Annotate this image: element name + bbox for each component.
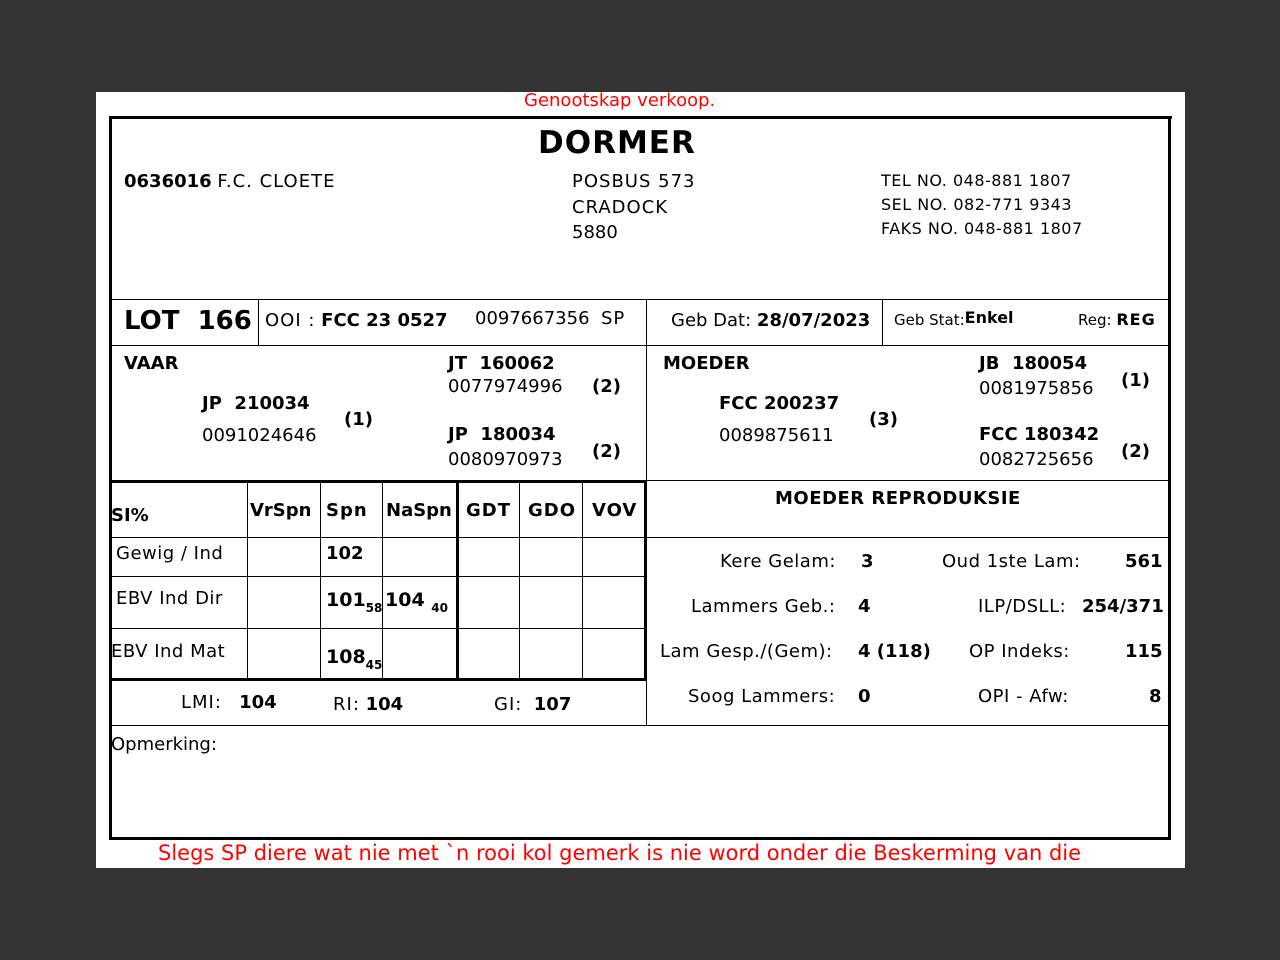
vaar-sire-id: JT 160062 (448, 353, 555, 374)
value: 104 (385, 589, 425, 611)
frame-bottom (109, 837, 1171, 840)
geb-stat-label: Geb Stat: (894, 311, 965, 329)
divider (112, 628, 645, 629)
row-label-ebv-dir: EBV Ind Dir (116, 588, 223, 609)
lot-label: LOT (124, 306, 180, 336)
breed-title: DORMER (538, 125, 696, 161)
address-line-2: CRADOCK (572, 197, 669, 218)
opi-afw-label: OPI - Afw: (978, 686, 1069, 707)
ooi-label: OOI : (265, 310, 316, 331)
frame-right (1168, 116, 1171, 840)
gi-index (494, 694, 571, 715)
sel-number: SEL NO. 082-771 9343 (881, 195, 1073, 214)
table-top (112, 480, 647, 483)
col-line (247, 483, 248, 678)
address-line-1: POSBUS 573 (572, 171, 696, 192)
lmi-index (181, 692, 277, 713)
divider (112, 725, 1168, 726)
value: 101 (326, 589, 366, 611)
divider (647, 480, 1168, 481)
vaar-reg: 0091024646 (202, 425, 317, 446)
kere-gelam-label: Kere Gelam: (720, 551, 836, 572)
breeder-name: F.C. CLOETE (217, 171, 336, 192)
col-line (456, 483, 459, 678)
accuracy: 45 (365, 658, 383, 672)
breeder-number: 0636016 (124, 171, 212, 192)
banner-bottom: Slegs SP diere wat nie met `n rooi kol gemerk is nie word onder die Beskerming van die (158, 841, 1082, 865)
frame-left (109, 116, 112, 840)
moeder-id: FCC 200237 (719, 393, 840, 414)
gi-value: 107 (533, 694, 572, 715)
oud-1ste-lam-label: Oud 1ste Lam: (942, 551, 1081, 572)
vaar-sire-reg: 0077974996 (448, 376, 563, 397)
lammers-geb-label: Lammers Geb.: (691, 596, 836, 617)
lammers-geb-value: 4 (858, 596, 871, 617)
lmi-value: 104 (239, 692, 277, 713)
vaar-id: JP 210034 (202, 393, 310, 414)
ooi-line (265, 310, 448, 331)
address-line-3: 5880 (572, 222, 618, 243)
header-gdt: GDT (466, 500, 511, 521)
col-line (644, 480, 647, 681)
frame-top (109, 116, 1172, 119)
vaar-grade: (1) (344, 409, 373, 430)
moeder-sire-id: JB 180054 (979, 353, 1088, 374)
accuracy: 58 (365, 601, 383, 615)
lmi-label: LMI: (181, 692, 222, 713)
divider (112, 345, 1168, 346)
divider (258, 299, 259, 345)
ri-index (333, 694, 403, 715)
lam-gesp-value: 4 (118) (858, 641, 931, 662)
divider (112, 537, 645, 538)
geb-dat-label: Geb Dat: (671, 310, 752, 331)
vaar-dam-reg: 0080970973 (448, 449, 563, 470)
moeder-grade: (3) (869, 409, 898, 430)
moeder-sire-grade: (1) (1121, 370, 1150, 391)
vaar-sire-grade: (2) (592, 376, 621, 397)
opmerking-label: Opmerking: (111, 734, 217, 755)
col-line (320, 483, 321, 678)
ooi-reg-line (475, 308, 625, 329)
vaar-dam-id: JP 180034 (448, 424, 556, 445)
col-line (646, 681, 647, 726)
ilp-dsll-label: ILP/DSLL: (978, 596, 1067, 617)
faks-number: FAKS NO. 048-881 1807 (881, 219, 1083, 238)
header-vrspn: VrSpn (250, 500, 312, 521)
moeder-reg: 0089875611 (719, 425, 834, 446)
table-bottom (112, 678, 647, 681)
header-vov: VOV (592, 500, 638, 521)
row-label-ebv-mat: EBV Ind Mat (111, 641, 226, 662)
ilp-dsll-value: 254/371 (1082, 596, 1164, 617)
divider (882, 299, 883, 345)
lot-value: 166 (197, 306, 252, 336)
accuracy: 40 (431, 601, 448, 615)
cell-gewig-spn: 102 (326, 543, 364, 564)
ri-value: 104 (365, 694, 404, 715)
cell-ebv-dir-naspn (385, 589, 448, 615)
row-label-gewig: Gewig / Ind (116, 543, 224, 564)
col-line (519, 483, 520, 678)
col-line (582, 483, 583, 678)
tel-number: TEL NO. 048-881 1807 (881, 171, 1072, 190)
op-indeks-label: OP Indeks: (969, 641, 1070, 662)
soog-lammers-label: Soog Lammers: (688, 686, 836, 707)
oud-1ste-lam-value: 561 (1125, 551, 1163, 572)
divider (647, 537, 1168, 538)
divider (112, 576, 645, 577)
moeder-dam-id: FCC 180342 (979, 424, 1100, 445)
vaar-dam-grade: (2) (592, 441, 621, 462)
moeder-sire-reg: 0081975856 (979, 378, 1094, 399)
ooi-id: FCC 23 0527 (321, 310, 448, 331)
geb-stat-value: Enkel (964, 308, 1014, 327)
ooi-reg: 0097667356 (475, 308, 590, 329)
reg-label: Reg: (1078, 311, 1112, 329)
geb-stat (894, 310, 1014, 329)
ri-label: RI: (333, 694, 360, 715)
reg-status (1078, 310, 1156, 329)
vaar-label: VAAR (124, 353, 179, 374)
soog-lammers-value: 0 (858, 686, 871, 707)
header-naspn: NaSpn (386, 500, 452, 521)
reg-value: REG (1116, 310, 1156, 329)
op-indeks-value: 115 (1125, 641, 1163, 662)
moeder-label: MOEDER (663, 353, 750, 374)
ooi-class: SP (600, 308, 626, 329)
opi-afw-value: 8 (1149, 686, 1162, 707)
geb-dat-value: 28/07/2023 (756, 310, 871, 331)
breeder-line (124, 171, 335, 192)
divider (646, 299, 647, 480)
header-spn: Spn (326, 500, 368, 521)
lot-number (124, 306, 252, 336)
geb-dat (671, 310, 870, 331)
reproduksie-title: MOEDER REPRODUKSIE (775, 488, 1021, 509)
header-si: SI% (111, 505, 149, 526)
kere-gelam-value: 3 (861, 551, 874, 572)
divider (112, 299, 1168, 300)
gi-label: GI: (494, 694, 523, 715)
cell-ebv-mat-spn (326, 646, 382, 672)
value: 108 (326, 646, 366, 668)
header-gdo: GDO (528, 500, 577, 521)
moeder-dam-reg: 0082725656 (979, 449, 1094, 470)
banner-top: Genootskap verkoop. (524, 90, 716, 111)
cell-ebv-dir-spn (326, 589, 382, 615)
lam-gesp-label: Lam Gesp./(Gem): (660, 641, 833, 662)
moeder-dam-grade: (2) (1121, 441, 1150, 462)
